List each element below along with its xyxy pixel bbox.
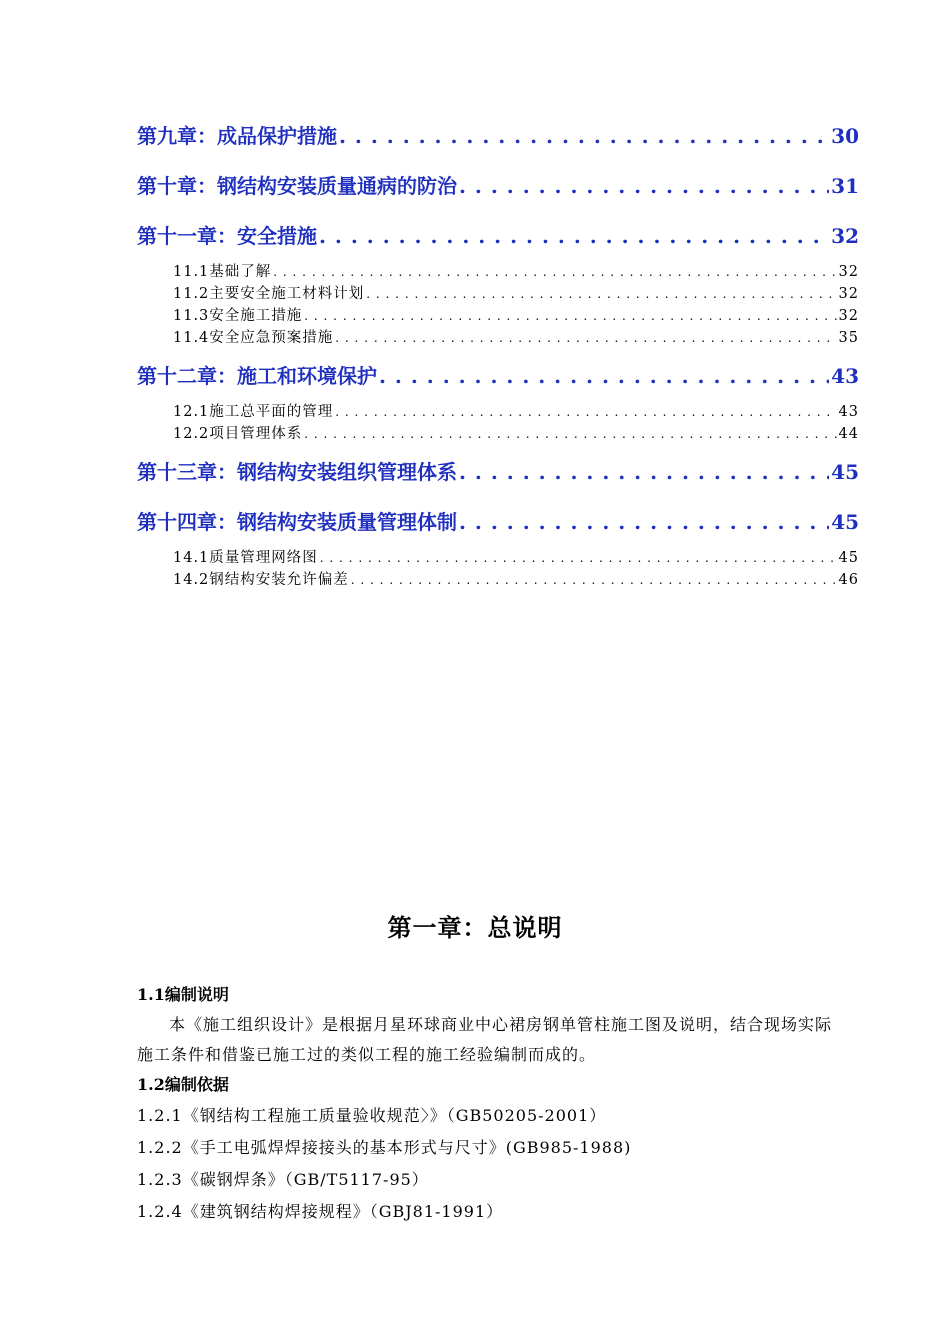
section-heading: 1.2编制依据: [137, 1075, 229, 1094]
toc-title: 11.1基础了解: [173, 264, 272, 280]
toc-leader: [273, 265, 836, 279]
section-heading: 1.1编制说明: [137, 985, 229, 1004]
reference-item: 1.2.3《碳钢焊条》（GB/T5117-95）: [137, 1170, 429, 1189]
toc-page: 32: [838, 286, 859, 302]
toc-leader: [335, 405, 836, 419]
toc-page: 45: [838, 550, 859, 566]
toc-leader: [319, 224, 829, 248]
toc-section-12-1[interactable]: [137, 400, 859, 422]
toc-title: 12.1施工总平面的管理: [173, 404, 334, 420]
reference-item: 1.2.2《手工电弧焊焊接接头的基本形式与尺寸》(GB985-1988): [137, 1138, 632, 1157]
toc-section-14-2[interactable]: [137, 568, 859, 590]
toc-leader: [379, 364, 829, 388]
toc-leader: [339, 124, 829, 148]
toc-leader: [459, 510, 829, 534]
toc-leader: [459, 174, 829, 198]
toc-leader: [366, 287, 836, 301]
toc-section-11-1[interactable]: [137, 260, 859, 282]
toc-title: 11.2主要安全施工材料计划: [173, 286, 365, 302]
toc-page: 32: [838, 308, 859, 324]
toc-page: 43: [838, 404, 859, 420]
toc-leader: [304, 427, 836, 441]
toc-page: 46: [838, 572, 859, 588]
toc-chapter-13[interactable]: [137, 456, 859, 490]
toc-leader: [459, 460, 829, 484]
toc-leader: [351, 573, 837, 587]
toc-page: 44: [838, 426, 859, 442]
toc-page: 30: [831, 124, 859, 148]
toc-page: 43: [831, 364, 859, 388]
toc-section-12-2[interactable]: [137, 422, 859, 444]
toc-title: 11.4安全应急预案措施: [173, 330, 334, 346]
toc-title: 12.2项目管理体系: [173, 426, 303, 442]
toc-title: 第十三章：钢结构安装组织管理体系: [137, 460, 457, 484]
toc-chapter-14[interactable]: [137, 506, 859, 540]
table-of-contents: [137, 120, 859, 590]
toc-title: 第十四章：钢结构安装质量管理体制: [137, 510, 457, 534]
toc-page: 45: [831, 510, 859, 534]
toc-page: 35: [838, 330, 859, 346]
toc-title: 11.3安全施工措施: [173, 308, 303, 324]
toc-leader: [304, 309, 836, 323]
section-paragraph: 本《施工组织设计》是根据月星环球商业中心裙房钢单管柱施工图及说明，结合现场实际施工条件和借鉴已施工过的类似工程的施工经验编制而成的。: [137, 1015, 833, 1064]
toc-chapter-9[interactable]: [137, 120, 859, 154]
toc-section-11-2[interactable]: [137, 282, 859, 304]
toc-page: 32: [831, 224, 859, 248]
toc-chapter-10[interactable]: [137, 170, 859, 204]
toc-title: 14.1质量管理网络图: [173, 550, 318, 566]
toc-chapter-11[interactable]: [137, 220, 859, 254]
toc-title: 14.2钢结构安装允许偏差: [173, 572, 349, 588]
toc-page: 32: [838, 264, 859, 280]
toc-page: 45: [831, 460, 859, 484]
toc-section-11-4[interactable]: [137, 326, 859, 348]
toc-title: 第十二章：施工和环境保护: [137, 364, 377, 388]
reference-item: 1.2.1《钢结构工程施工质量验收规范〉》（GB50205-2001）: [137, 1106, 607, 1125]
toc-title: 第十章：钢结构安装质量通病的防治: [137, 174, 457, 198]
chapter-body: [137, 980, 837, 1228]
toc-title: 第十一章：安全措施: [137, 224, 317, 248]
toc-section-14-1[interactable]: [137, 546, 859, 568]
chapter-title: 第一章：总说明: [387, 913, 563, 942]
toc-title: 第九章：成品保护措施: [137, 124, 337, 148]
toc-leader: [320, 551, 837, 565]
toc-section-11-3[interactable]: [137, 304, 859, 326]
toc-page: 31: [831, 174, 859, 198]
toc-chapter-12[interactable]: [137, 360, 859, 394]
reference-item: 1.2.4《建筑钢结构焊接规程》（GBJ81-1991）: [137, 1202, 504, 1221]
toc-leader: [335, 331, 836, 345]
